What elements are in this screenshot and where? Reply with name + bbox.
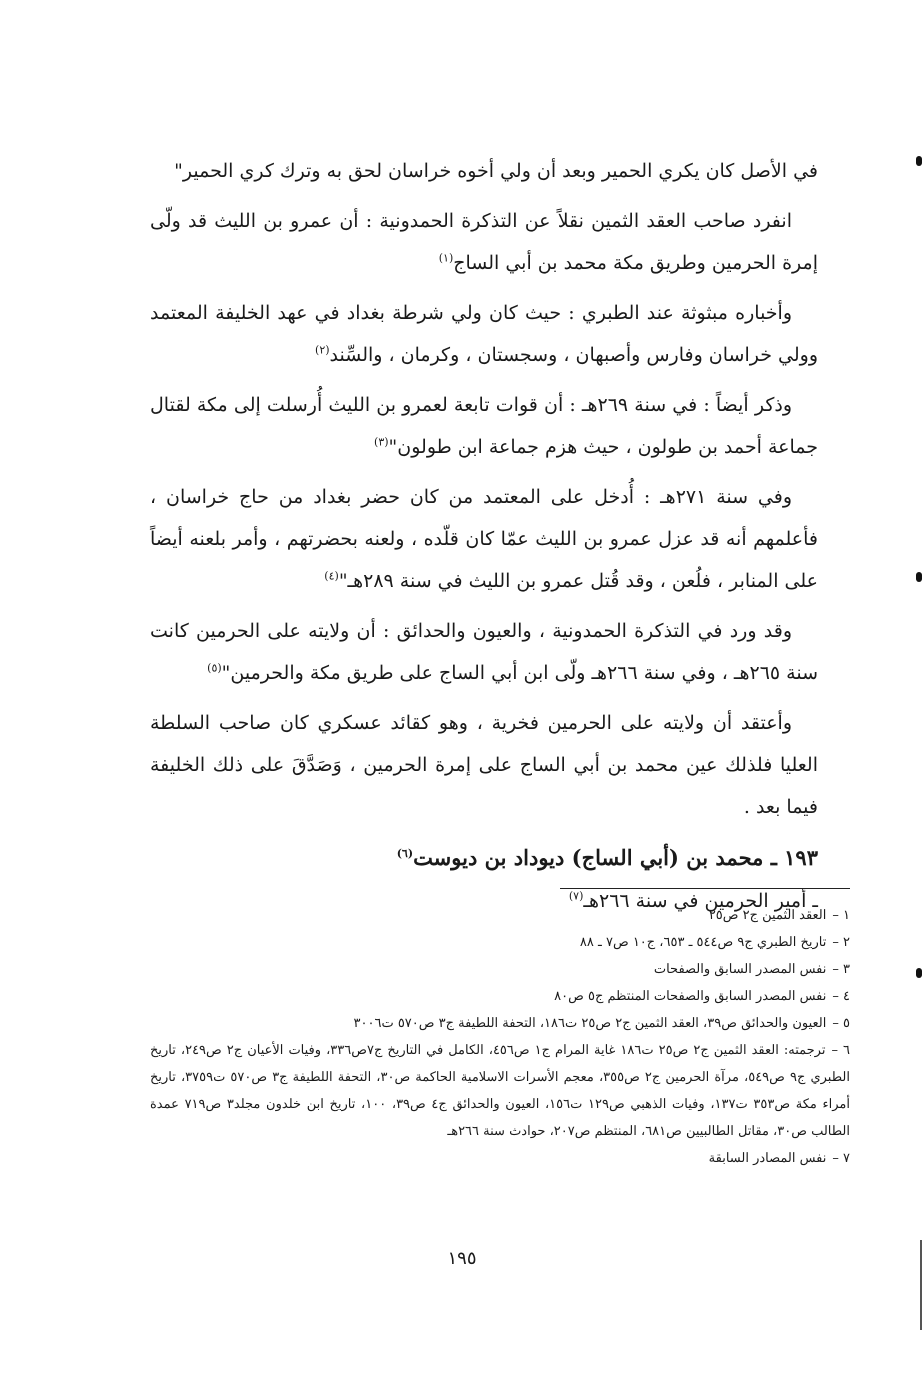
footnote-text: نفس المصدر السابق والصفحات xyxy=(653,962,827,977)
scan-dot xyxy=(916,572,922,582)
footnote xyxy=(150,983,850,1010)
footnote-number: ٦ – xyxy=(831,1043,850,1058)
scan-dot xyxy=(916,968,922,978)
footnote-ref: (٣) xyxy=(374,435,389,449)
paragraph-text: وذكر أيضاً : في سنة ٢٦٩هـ : أن قوات تابعة لعمرو بن الليث أُرسلت إلى مكة لقتال جماعة أحمد بن طولون ، حيث هزم جماعة ابن طولون" xyxy=(150,394,818,458)
paragraph xyxy=(150,384,818,468)
footnote xyxy=(150,1010,850,1037)
footnotes xyxy=(150,902,850,1172)
paragraph-text: وأخباره مبثوثة عند الطبري : حيث كان ولي شرطة بغداد في عهد الخليفة المعتمد وولي خراسان وفارس وأصبهان ، وسجستان ، وكرمان ، والسِّند xyxy=(150,302,818,366)
entry-subtitle-text: ـ أمير الحرمين في سنة ٢٦٦هـ xyxy=(583,890,818,912)
paragraph xyxy=(150,150,818,192)
footnote-ref: (٦) xyxy=(396,847,414,860)
footnote-ref: (٧) xyxy=(568,889,584,903)
paragraph-text: وأعتقد أن ولايته على الحرمين فخرية ، وهو كقائد عسكري كان صاحب السلطة العليا فلذلك عين محمد بن أبي الساج على إمرة الحرمين ، وَصَدَّقَ على ذلك الخليفة فيما بعد . xyxy=(150,712,818,818)
paragraph-text: في الأصل كان يكري الحمير وبعد أن ولي أخوه خراسان لحق به وترك كري الحمير" xyxy=(174,160,818,182)
footnote xyxy=(150,929,850,956)
footnote-number: ٧ – xyxy=(832,1151,850,1166)
footnote-ref: (١) xyxy=(438,251,454,265)
paragraph-text: انفرد صاحب العقد الثمين نقلاً عن التذكرة الحمدونية : أن عمرو بن الليث قد ولّى إمرة الحرمين وطريق مكة محمد بن أبي الساج xyxy=(150,210,818,274)
footnote-ref: (٤) xyxy=(324,569,339,583)
footnote-number: ٥ – xyxy=(832,1016,850,1031)
entry-heading xyxy=(150,836,818,880)
footnote-number: ٤ – xyxy=(832,989,850,1004)
footnote-number: ١ – xyxy=(832,908,850,923)
footnote-text: ترجمته: العقد الثمين ج٢ ص٢٥ ت١٨٦ غاية المرام ج١ ص٤٥٦، الكامل في التاريخ ج٧ص٣٣٦، وفيات الأعيان ج٢ ص٢٤٩، تاريخ الطبري ج٩ ص٥٤٩، مرآة الحرمين ج٢ ص٣٥٥، معجم الأسرات الاسلامية الحاكمة ص٣٠، التحفة اللطيفة ج٣ ص٥٧٠ ت٣٧٥٩، تاريخ أمراء مكة ص٣٥٣ ت١٣٧، وفيات الذهبي ص١٢٩ ت١٥٦، العيون والحدائق ج٤ ص٣٩، ١٠٠، تاريخ ابن خلدون مجلد٣ ص٧١٩ عمدة الطالب ص٣٠، مقاتل الطالبيين ص٦٨١، المنتظم ص٢٠٧، حوادث سنة ٢٦٦هـ xyxy=(150,1043,850,1139)
paragraph-text: وفي سنة ٢٧١هـ : أُدخل على المعتمد من كان حضر بغداد من حاج خراسان ، فأعلمهم أنه قد عزل عمرو بن الليث عمّا كان قلّده ، ولعنه بحضرتهم ، وأمر بلعنه أيضاً على المنابر ، فلُعن ، وقد قُتل عمرو بن الليث في سنة ٢٨٩هـ" xyxy=(150,486,818,592)
footnote-text: العيون والحدائق ص٣٩، العقد الثمين ج٢ ص٢٥ ت١٨٦، التحفة اللطيفة ج٣ ص٥٧٠ ت٣٠٠٦ xyxy=(353,1016,827,1031)
footnote-text: العقد الثمين ج٢ ص٢٥ xyxy=(708,908,827,923)
paragraph-text: وقد ورد في التذكرة الحمدونية ، والعيون والحدائق : أن ولايته على الحرمين كانت سنة ٢٦٥هـ ، وفي سنة ٢٦٦هـ ولّى ابن أبي الساج على طريق مكة والحرمين" xyxy=(150,620,818,684)
paragraph xyxy=(150,292,818,376)
page-number: ١٩٥ xyxy=(447,1248,477,1269)
paragraph xyxy=(150,702,818,828)
footnote-divider xyxy=(560,888,850,889)
paragraph xyxy=(150,200,818,284)
paragraph xyxy=(150,610,818,694)
footnote-number: ٢ – xyxy=(832,935,850,950)
footnote-text: نفس المصادر السابقة xyxy=(708,1151,827,1166)
scan-edge xyxy=(920,1240,922,1330)
footnote-text: نفس المصدر السابق والصفحات المنتظم ج٥ ص٨٠ xyxy=(554,989,827,1004)
main-text xyxy=(150,150,818,922)
footnote-ref: (٢) xyxy=(315,343,330,357)
footnote xyxy=(150,1145,850,1172)
footnote xyxy=(150,956,850,983)
paragraph xyxy=(150,476,818,602)
footnote xyxy=(150,1037,850,1145)
footnote-number: ٣ – xyxy=(832,962,850,977)
footnote-ref: (٥) xyxy=(207,661,222,675)
footnote xyxy=(150,902,850,929)
entry-heading-text: ١٩٣ ـ محمد بن (أبي الساج) ديوداد بن ديوست xyxy=(413,845,818,870)
scan-dot xyxy=(916,156,922,166)
footnote-text: تاريخ الطبري ج٩ ص٥٤٤ ـ ٦٥٣، ج١٠ ص٧ ـ ٨٨ xyxy=(579,935,827,950)
